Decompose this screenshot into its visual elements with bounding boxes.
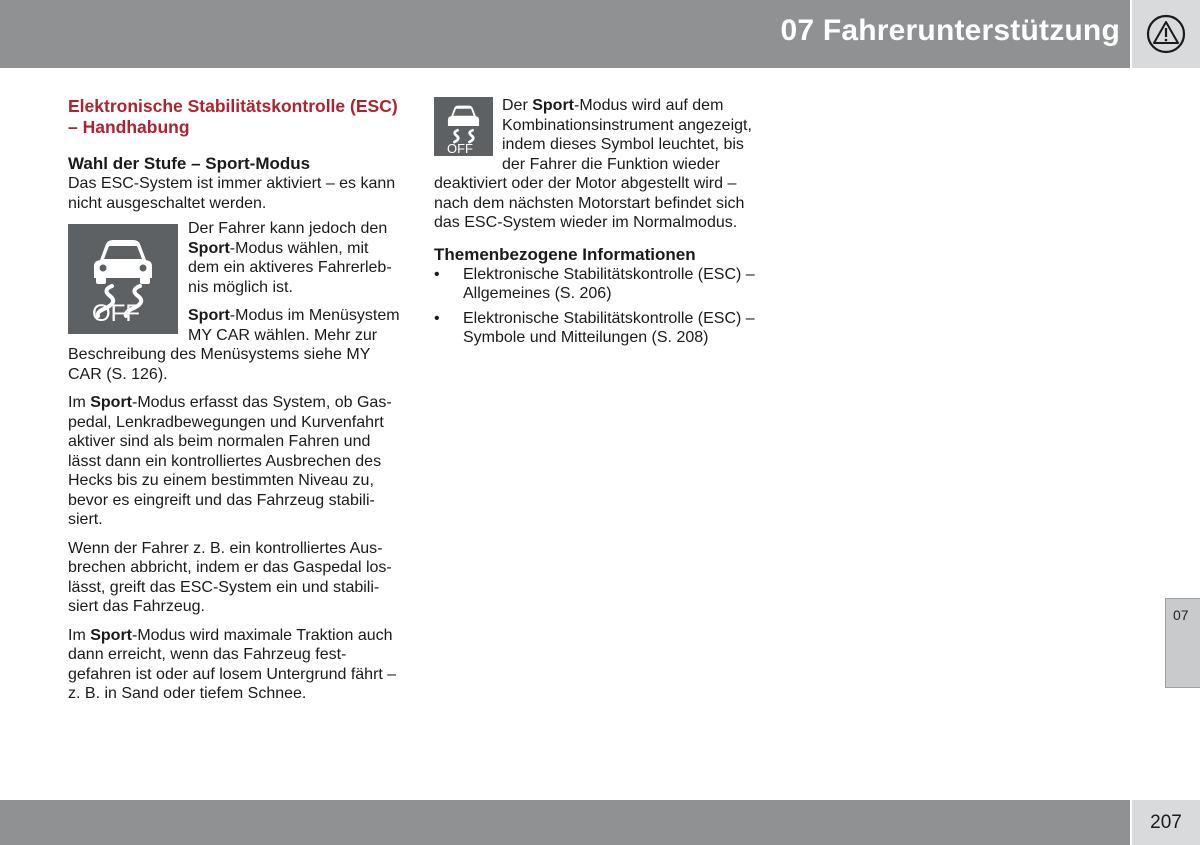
column-left: [68, 96, 403, 713]
section-title: Elektronische Stabilitätskontrolle (ESC) – Handhabung: [68, 96, 398, 137]
chapter-tab[interactable]: 07: [1165, 598, 1200, 688]
related-title: Themenbezogene Informationen: [434, 244, 696, 264]
paragraph: Im Sport-Modus wird maximale Traktion auch dann erreicht, wenn das Fahrzeug festgefahren ist oder auf losem Untergrund fährt – z. B. in Sand oder tiefem Schnee.: [68, 626, 397, 702]
icon-label: OFF: [447, 141, 473, 156]
esc-off-icon: [434, 97, 493, 156]
icon-label: OFF: [92, 300, 140, 327]
related-list: [434, 265, 764, 348]
paragraph: Im Sport-Modus erfasst das System, ob Gaspedal, Lenkradbewegungen und Kurvenfahrt aktiver sind als beim normalen Fahren und lässt dann ein kontrolliertes Ausbrechen des Hecks bis zu einem bestimmten Niveau zu, bevor es eingreift und das Fahrzeug stabilisiert.: [68, 394, 392, 528]
warning-box: [1132, 0, 1200, 68]
column-middle: [434, 96, 764, 353]
list-item[interactable]: • Elektronische Stabilitätskontrolle (ESC) – Allgemeines (S. 206): [434, 265, 755, 302]
chapter-title: 07 Fahrerunterstützung: [780, 14, 1120, 47]
chapter-header: [0, 0, 1130, 68]
warning-triangle-icon: [1146, 14, 1186, 54]
subsection-title: Wahl der Stufe – Sport-Modus: [68, 154, 311, 173]
paragraph: Wenn der Fahrer z. B. ein kontrolliertes Ausbrechen abbricht, indem er das Gaspedal loslässt, greift das ESC-System ein und stabilisiert das Fahrzeug.: [68, 539, 392, 615]
paragraph: Sport-Modus im Menüsystem MY CAR wählen. Mehr zur Beschreibung des Menüsystems siehe MY CAR (S. 126).: [68, 307, 400, 383]
page-number: 207: [1132, 800, 1200, 845]
list-item[interactable]: • Elektronische Stabilitätskontrolle (ESC) – Symbole und Mitteilungen (S. 208): [434, 309, 755, 346]
paragraph: Der Sport-Modus wird auf dem Kombinationsinstrument angezeigt, indem dieses Symbol leuchtet, bis der Fahrer die Funktion wieder deaktiviert oder der Motor abgestellt wird – nach dem nächsten Motorstart befindet sich das ESC-System wieder im Normalmodus.: [434, 97, 752, 231]
esc-off-icon: [68, 224, 178, 334]
footer-bar: [0, 800, 1130, 845]
paragraph: Das ESC-System ist immer aktiviert – es kann nicht ausgeschaltet werden.: [68, 175, 396, 212]
paragraph: Der Fahrer kann jedoch den Sport-Modus wählen, mit dem ein aktiveres Fahrerlebnis möglich ist.: [188, 220, 392, 296]
